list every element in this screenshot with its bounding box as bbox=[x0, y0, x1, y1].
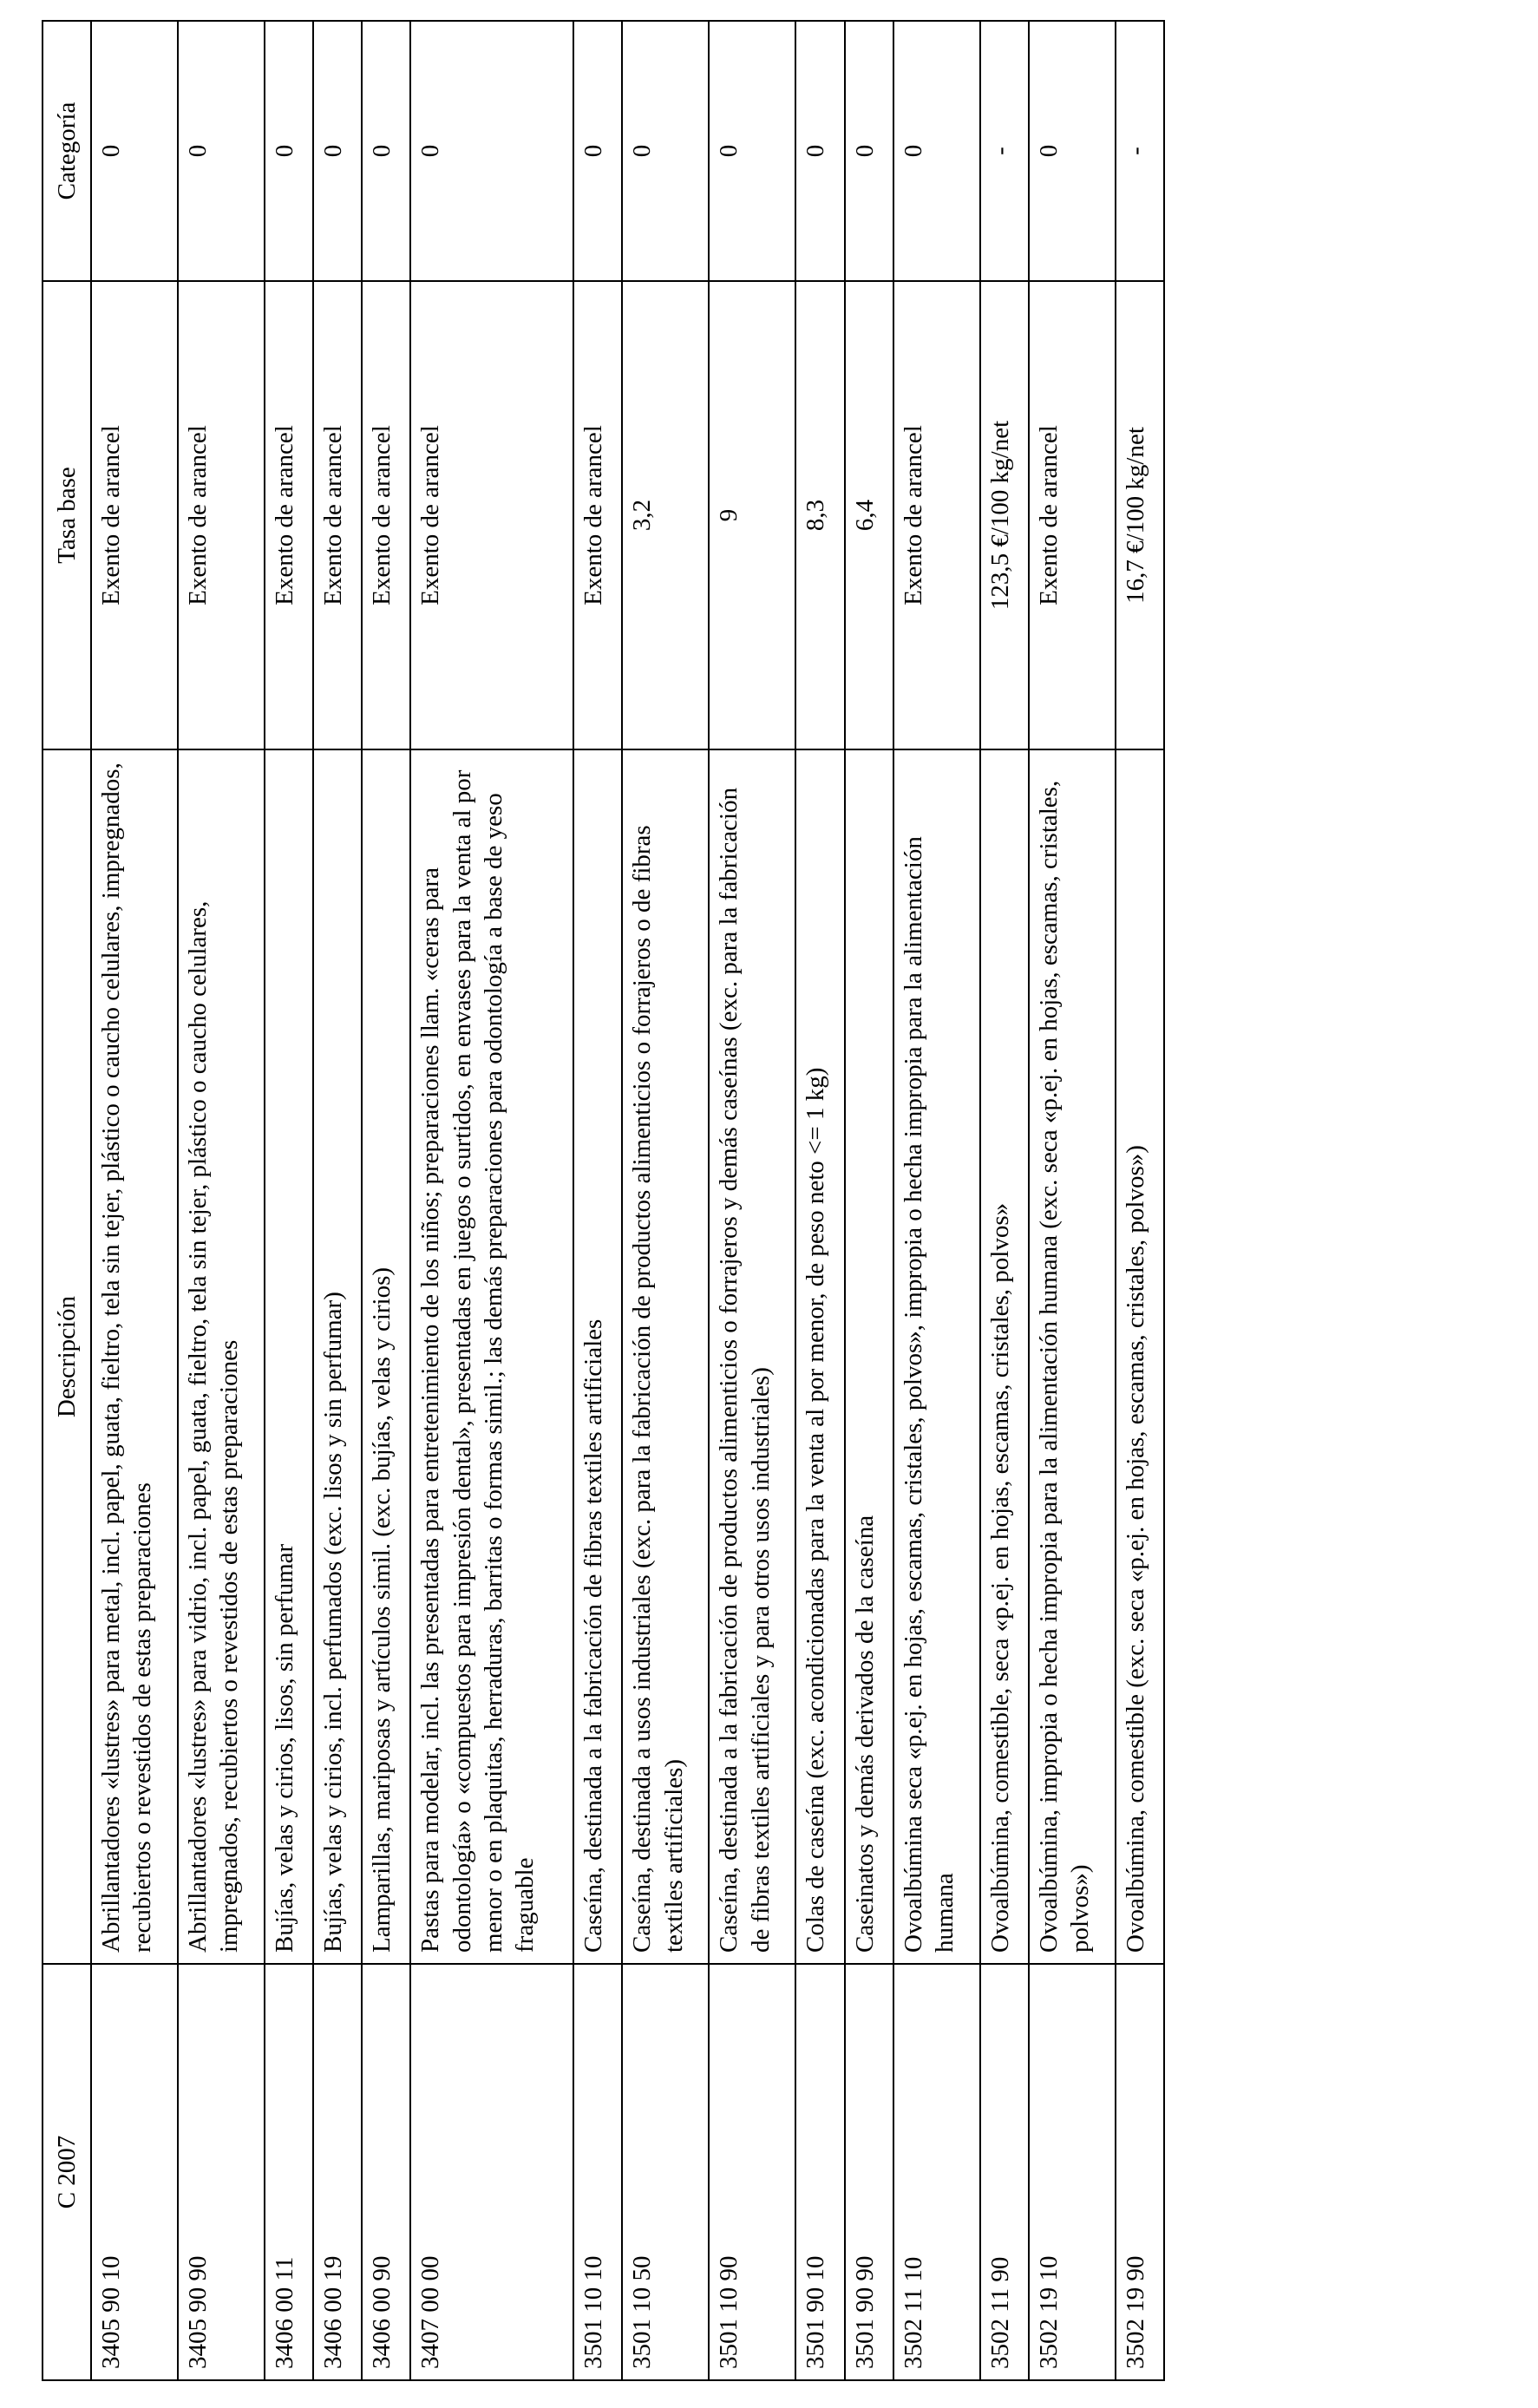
table-row bbox=[980, 21, 1029, 2380]
cell-category: 0 bbox=[362, 21, 410, 281]
cell-code: 3502 19 10 bbox=[1029, 1964, 1116, 2380]
cell-base-rate: Exento de arancel bbox=[362, 281, 410, 749]
table-body bbox=[91, 21, 1164, 2380]
cell-code: 3501 10 90 bbox=[709, 1964, 795, 2380]
cell-code: 3502 11 90 bbox=[980, 1964, 1029, 2380]
cell-category: 0 bbox=[178, 21, 265, 281]
cell-base-rate: Exento de arancel bbox=[410, 281, 573, 749]
cell-code: 3501 90 10 bbox=[795, 1964, 844, 2380]
tariff-table bbox=[42, 20, 1165, 2381]
cell-code: 3406 00 11 bbox=[265, 1964, 313, 2380]
cell-category: 0 bbox=[265, 21, 313, 281]
cell-code: 3501 10 50 bbox=[622, 1964, 709, 2380]
cell-base-rate: 9 bbox=[709, 281, 795, 749]
cell-description: Bujías, velas y cirios, lisos, sin perfumar bbox=[265, 749, 313, 1964]
table-row bbox=[893, 21, 980, 2380]
cell-code: 3406 00 90 bbox=[362, 1964, 410, 2380]
cell-description: Pastas para modelar, incl. las presentadas para entretenimiento de los niños; preparaciones llam. «ceras para odontología» o «compuestos para impresión dental», presentadas en juegos o surtidos, en envases para la venta al por menor o en plaquitas, herraduras, barritas o formas simil.; las demás preparaciones para odontología a base de yeso fraguable bbox=[410, 749, 573, 1964]
header-code: C 2007 bbox=[43, 1964, 91, 2380]
cell-category: 0 bbox=[1029, 21, 1116, 281]
table-header-row bbox=[43, 21, 91, 2380]
cell-base-rate: Exento de arancel bbox=[178, 281, 265, 749]
cell-description: Colas de caseína (exc. acondicionadas para la venta al por menor, de peso neto <= 1 kg) bbox=[795, 749, 844, 1964]
cell-code: 3405 90 90 bbox=[178, 1964, 265, 2380]
cell-description: Lamparillas, mariposas y artículos simil. (exc. bujías, velas y cirios) bbox=[362, 749, 410, 1964]
cell-category: 0 bbox=[893, 21, 980, 281]
cell-base-rate: 3,2 bbox=[622, 281, 709, 749]
cell-description: Abrillantadores «lustres» para metal, incl. papel, guata, fieltro, tela sin tejer, plástico o caucho celulares, impregnados, recubiertos o revestidos de estas preparaciones bbox=[91, 749, 178, 1964]
table-row bbox=[795, 21, 844, 2380]
cell-base-rate: 6,4 bbox=[845, 281, 893, 749]
rotated-table-wrapper bbox=[42, 22, 1165, 2381]
header-category: Categoría bbox=[43, 21, 91, 281]
cell-base-rate: 16,7 €/100 kg/net bbox=[1116, 281, 1164, 749]
cell-category: 0 bbox=[410, 21, 573, 281]
cell-base-rate: Exento de arancel bbox=[1029, 281, 1116, 749]
cell-category: 0 bbox=[795, 21, 844, 281]
cell-base-rate: Exento de arancel bbox=[313, 281, 362, 749]
header-base-rate: Tasa base bbox=[43, 281, 91, 749]
cell-description: Ovoalbúmina, impropia o hecha impropia para la alimentación humana (exc. seca «p.ej. en hojas, escamas, cristales, polvos») bbox=[1029, 749, 1116, 1964]
cell-category: - bbox=[1116, 21, 1164, 281]
cell-description: Caseinatos y demás derivados de la caseína bbox=[845, 749, 893, 1964]
cell-description: Ovoalbúmina seca «p.ej. en hojas, escamas, cristales, polvos», impropia o hecha impropia para la alimentación humana bbox=[893, 749, 980, 1964]
cell-category: 0 bbox=[313, 21, 362, 281]
cell-description: Caseína, destinada a usos industriales (exc. para la fabricación de productos alimenticios o forrajeros o de fibras textiles artificiales) bbox=[622, 749, 709, 1964]
cell-description: Caseína, destinada a la fabricación de productos alimenticios o forrajeros y demás caseínas (exc. para la fabricación de fibras textiles artificiales y para otros usos industriales) bbox=[709, 749, 795, 1964]
cell-code: 3405 90 10 bbox=[91, 1964, 178, 2380]
cell-category: 0 bbox=[622, 21, 709, 281]
cell-category: 0 bbox=[709, 21, 795, 281]
header-description: Descripción bbox=[43, 749, 91, 1964]
cell-code: 3406 00 19 bbox=[313, 1964, 362, 2380]
table-row bbox=[410, 21, 573, 2380]
table-row bbox=[1029, 21, 1116, 2380]
cell-category: 0 bbox=[573, 21, 622, 281]
table-row bbox=[1116, 21, 1164, 2380]
cell-description: Ovoalbúmina, comestible, seca «p.ej. en hojas, escamas, cristales, polvos» bbox=[980, 749, 1029, 1964]
table-row bbox=[845, 21, 893, 2380]
cell-base-rate: Exento de arancel bbox=[893, 281, 980, 749]
cell-base-rate: Exento de arancel bbox=[91, 281, 178, 749]
cell-description: Caseína, destinada a la fabricación de fibras textiles artificiales bbox=[573, 749, 622, 1964]
table-row bbox=[573, 21, 622, 2380]
cell-base-rate: Exento de arancel bbox=[573, 281, 622, 749]
cell-base-rate: 8,3 bbox=[795, 281, 844, 749]
cell-code: 3502 11 10 bbox=[893, 1964, 980, 2380]
cell-category: 0 bbox=[91, 21, 178, 281]
cell-base-rate: Exento de arancel bbox=[265, 281, 313, 749]
cell-code: 3502 19 90 bbox=[1116, 1964, 1164, 2380]
cell-description: Bujías, velas y cirios, incl. perfumados (exc. lisos y sin perfumar) bbox=[313, 749, 362, 1964]
table-row bbox=[265, 21, 313, 2380]
cell-category: 0 bbox=[845, 21, 893, 281]
table-row bbox=[178, 21, 265, 2380]
cell-code: 3501 90 90 bbox=[845, 1964, 893, 2380]
table-row bbox=[313, 21, 362, 2380]
cell-description: Abrillantadores «lustres» para vidrio, incl. papel, guata, fieltro, tela sin tejer, plástico o caucho celulares, impregnados, recubiertos o revestidos de estas preparaciones bbox=[178, 749, 265, 1964]
table-row bbox=[622, 21, 709, 2380]
cell-base-rate: 123,5 €/100 kg/net bbox=[980, 281, 1029, 749]
table-row bbox=[709, 21, 795, 2380]
cell-category: - bbox=[980, 21, 1029, 281]
cell-code: 3501 10 10 bbox=[573, 1964, 622, 2380]
table-row bbox=[91, 21, 178, 2380]
cell-description: Ovoalbúmina, comestible (exc. seca «p.ej. en hojas, escamas, cristales, polvos») bbox=[1116, 749, 1164, 1964]
table-row bbox=[362, 21, 410, 2380]
cell-code: 3407 00 00 bbox=[410, 1964, 573, 2380]
